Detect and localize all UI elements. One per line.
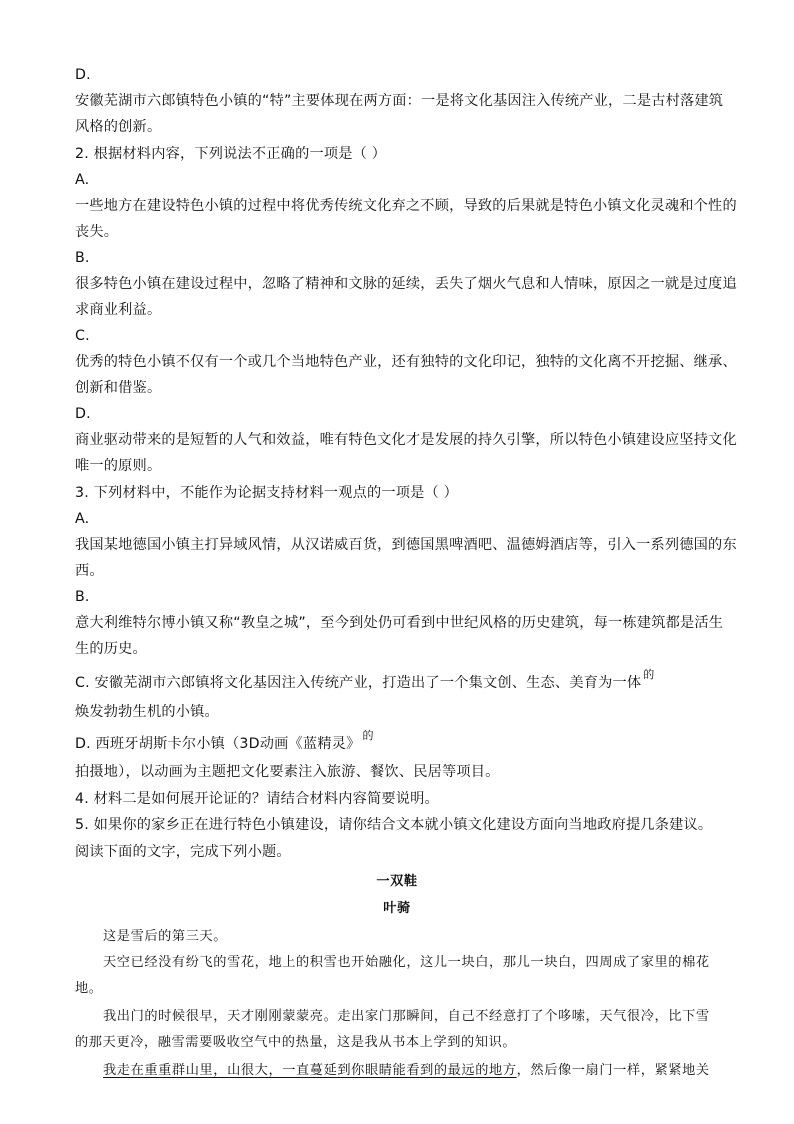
q3-option-b-line2: 生的历史。 bbox=[75, 641, 147, 657]
q2-option-a-line1: 一些地方在建设特色小镇的过程中将优秀传统文化弃之不顾，导致的后果就是特色小镇文化灵魂和个性的 bbox=[75, 198, 737, 214]
story-underlined-sentence: 我走在重重群山里，山很大，一直蔓延到你眼睛能看到的最远的地方 bbox=[103, 1063, 517, 1078]
q3-option-c-text: C. 安徽芜湖市六郎镇将文化基因注入传统产业，打造出了一个集文创、生态、美育为一体 bbox=[75, 675, 642, 691]
q2-option-c-line2: 创新和借鉴。 bbox=[75, 380, 162, 396]
q4-question: 4. 材料二是如何展开论证的？请结合材料内容简要说明。 bbox=[75, 791, 439, 807]
q3-option-b-label: B. bbox=[75, 589, 90, 605]
story-paragraph-4-line1 bbox=[103, 1061, 710, 1081]
story-paragraph-4-rest: ，然后像一扇门一样，紧紧地关 bbox=[516, 1063, 710, 1078]
q2-option-b-line1: 很多特色小镇在建设过程中，忽略了精神和文脉的延续，丢失了烟火气息和人情味，原因之一就是过度追 bbox=[75, 276, 737, 292]
q2-option-a-line2: 丧失。 bbox=[75, 224, 119, 240]
q3-option-a-label: A. bbox=[75, 511, 90, 527]
q2-option-d-line1: 商业驱动带来的是短暂的人气和效益，唯有特色文化才是发展的持久引擎，所以特色小镇建设应坚持文化 bbox=[75, 432, 737, 448]
q2-stem: 2. 根据材料内容，下列说法不正确的一项是（ ） bbox=[75, 146, 387, 162]
reading-instruction: 阅读下面的文字，完成下列小题。 bbox=[75, 844, 291, 860]
story-paragraph-2-line1: 天空已经没有纷飞的雪花，地上的积雪也开始融化，这儿一块白，那儿一块白，四周成了家里的棉花 bbox=[103, 955, 710, 970]
q2-option-b-label: B. bbox=[75, 250, 90, 266]
q1-option-d-label: D. bbox=[75, 67, 91, 83]
story-author: 叶骑 bbox=[383, 901, 411, 916]
q2-option-b-line2: 求商业利益。 bbox=[75, 302, 162, 318]
q3-option-b-line1: 意大利维特尔博小镇又称“教皇之城”，至今到处仍可看到中世纪风格的历史建筑，每一栋建筑都是活生 bbox=[75, 615, 724, 631]
q3-option-a-line2: 西。 bbox=[75, 563, 104, 579]
q1-option-d-text-line1: 安徽芜湖市六郎镇特色小镇的“特”主要体现在两方面：一是将文化基因注入传统产业，二是古村落建筑 bbox=[75, 93, 724, 109]
q3-option-c-line2: 焕发勃勃生机的小镇。 bbox=[75, 704, 219, 720]
story-paragraph-3-line1: 我出门的时候很早，天才刚刚蒙蒙亮。走出家门那瞬间，自己不经意打了个哆嗦，天气很冷，比下雪 bbox=[103, 1009, 710, 1024]
q2-option-c-label: C. bbox=[75, 328, 90, 344]
story-paragraph-1: 这是雪后的第三天。 bbox=[103, 929, 228, 944]
q3-option-c-superscript: 的 bbox=[643, 668, 655, 681]
q2-option-d-label: D. bbox=[75, 406, 91, 422]
q5-question: 5. 如果你的家乡正在进行特色小镇建设，请你结合文本就小镇文化建设方面向当地政府提几条建议。 bbox=[75, 817, 713, 833]
story-title: 一双鞋 bbox=[376, 874, 418, 889]
q3-option-c-line1 bbox=[75, 668, 655, 694]
q2-option-c-line1: 优秀的特色小镇不仅有一个或几个当地特色产业，还有独特的文化印记，独特的文化离不开挖掘、继承、 bbox=[75, 354, 737, 370]
q2-option-a-label: A. bbox=[75, 172, 90, 188]
q3-option-d-superscript: 的 bbox=[362, 729, 374, 742]
q3-option-d-line1 bbox=[75, 729, 374, 755]
q3-option-a-line1: 我国某地德国小镇主打异域风情，从汉诺威百货，到德国黑啤酒吧、温德姆酒店等，引入一系列德国的东 bbox=[75, 537, 737, 553]
story-paragraph-3-line2: 的那天更冷，融雪需要吸收空气中的热量，这是我从书本上学到的知识。 bbox=[75, 1035, 517, 1050]
q3-option-d-line2: 拍摄地），以动画为主题把文化要素注入旅游、餐饮、民居等项目。 bbox=[75, 764, 500, 780]
q2-option-d-line2: 唯一的原则。 bbox=[75, 458, 162, 474]
q1-option-d-text-line2: 风格的创新。 bbox=[75, 119, 162, 135]
story-paragraph-2-line2: 地。 bbox=[75, 981, 103, 996]
q3-stem: 3. 下列材料中，不能作为论据支持材料一观点的一项是（ ） bbox=[75, 485, 459, 501]
q3-option-d-text: D. 西班牙胡斯卡尔小镇（3D动画《蓝精灵》 bbox=[75, 736, 361, 752]
